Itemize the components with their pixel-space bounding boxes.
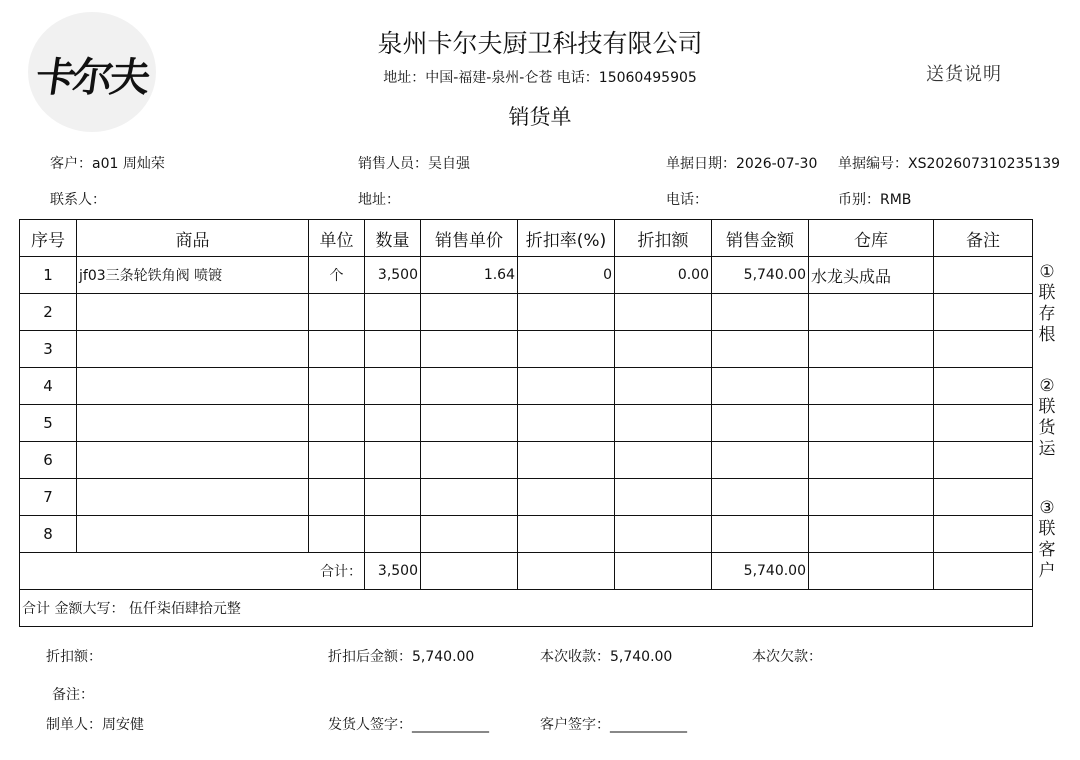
sales-amount-cell xyxy=(712,331,809,368)
warehouse-cell xyxy=(809,368,934,405)
document-maker: 制单人：周安健 xyxy=(46,717,144,733)
product-name-cell xyxy=(77,405,309,442)
company-address: 地址：中国-福建-泉州-仑苍 电话：15060495905 xyxy=(383,70,697,86)
quantity-cell xyxy=(365,294,421,331)
table-row xyxy=(20,368,1033,405)
discount-amount-cell xyxy=(615,516,712,553)
unit-cell xyxy=(309,331,365,368)
product-name-cell xyxy=(77,331,309,368)
row-index-cell: 3 xyxy=(20,331,77,368)
table-row xyxy=(20,516,1033,553)
sales-amount-cell xyxy=(712,479,809,516)
quantity-cell xyxy=(365,331,421,368)
discount-rate-cell xyxy=(518,405,615,442)
header-cell: 数量 xyxy=(365,220,421,257)
table-cell xyxy=(934,553,1033,590)
remark-cell xyxy=(934,368,1033,405)
remark-cell xyxy=(934,442,1033,479)
remark-cell xyxy=(934,331,1033,368)
warehouse-cell xyxy=(809,442,934,479)
header-cell: 仓库 xyxy=(809,220,934,257)
row-index-cell: 6 xyxy=(20,442,77,479)
row-index-cell: 1 xyxy=(20,257,77,294)
header-cell: 序号 xyxy=(20,220,77,257)
company-logo xyxy=(28,12,156,132)
unit-cell xyxy=(309,368,365,405)
unit-price-cell xyxy=(421,516,518,553)
header-cell: 销售单价 xyxy=(421,220,518,257)
document-date-field: 单据日期：2026-07-30 xyxy=(666,156,818,172)
company-name: 泉州卡尔夫厨卫科技有限公司 xyxy=(377,29,703,58)
unit-cell xyxy=(309,479,365,516)
sales-person-field: 销售人员：吴自强 xyxy=(358,156,470,172)
warehouse-cell xyxy=(809,405,934,442)
warehouse-cell: 水龙头成品 xyxy=(809,257,934,294)
discount-rate-cell xyxy=(518,368,615,405)
customer-signature: 客户签字：___________ xyxy=(540,717,687,733)
remark-cell xyxy=(934,516,1033,553)
phone-field: 电话： xyxy=(666,192,708,208)
unit-cell: 个 xyxy=(309,257,365,294)
product-name-cell: jf03三条轮铁角阀 喷镀 xyxy=(77,257,309,294)
sales-amount-cell xyxy=(712,294,809,331)
owed-amount: 本次欠款： xyxy=(752,649,822,665)
discount-amount-cell xyxy=(615,331,712,368)
table-row xyxy=(20,294,1033,331)
remark-label: 备注： xyxy=(52,687,94,703)
unit-price-cell xyxy=(421,405,518,442)
sales-amount-cell xyxy=(712,368,809,405)
product-name-cell xyxy=(77,442,309,479)
table-row xyxy=(20,405,1033,442)
discount-amount-cell: 0.00 xyxy=(615,257,712,294)
row-index-cell: 2 xyxy=(20,294,77,331)
received-amount: 本次收款：5,740.00 xyxy=(540,649,673,665)
table-cell xyxy=(421,553,518,590)
discount-rate-cell xyxy=(518,516,615,553)
contact-field: 联系人： xyxy=(50,192,106,208)
discount-rate-cell xyxy=(518,331,615,368)
discount-amount-cell xyxy=(615,294,712,331)
table-cell xyxy=(615,553,712,590)
amount-in-words: 合计 金额大写： 伍仟柒佰肆拾元整 xyxy=(20,590,1033,627)
sales-amount-cell: 5,740.00 xyxy=(712,257,809,294)
remark-cell xyxy=(934,479,1033,516)
unit-cell xyxy=(309,405,365,442)
warehouse-cell xyxy=(809,516,934,553)
unit-cell xyxy=(309,442,365,479)
table-row xyxy=(20,331,1033,368)
unit-price-cell xyxy=(421,368,518,405)
product-name-cell xyxy=(77,294,309,331)
address-field: 地址： xyxy=(358,192,400,208)
table-header-row xyxy=(20,220,1033,257)
delivery-note-link[interactable]: 送货说明 xyxy=(926,64,1002,85)
header-cell: 折扣额 xyxy=(615,220,712,257)
customer-field: 客户：a01 周灿荣 xyxy=(50,156,165,172)
table-cell xyxy=(809,553,934,590)
discount-label: 折扣额： xyxy=(46,649,102,665)
copy-stub-1: ①联存根 xyxy=(1038,262,1056,345)
quantity-cell xyxy=(365,442,421,479)
header-cell: 单位 xyxy=(309,220,365,257)
total-amount: 5,740.00 xyxy=(712,553,809,590)
copy-stub-3: ③联客户 xyxy=(1038,498,1056,581)
header-cell: 折扣率(%) xyxy=(518,220,615,257)
discount-rate-cell xyxy=(518,442,615,479)
after-discount-amount: 折扣后金额：5,740.00 xyxy=(328,649,475,665)
sales-amount-cell xyxy=(712,516,809,553)
unit-price-cell xyxy=(421,442,518,479)
header-cell: 商品 xyxy=(77,220,309,257)
row-index-cell: 5 xyxy=(20,405,77,442)
table-cell xyxy=(518,553,615,590)
quantity-cell xyxy=(365,368,421,405)
row-index-cell: 4 xyxy=(20,368,77,405)
remark-cell xyxy=(934,294,1033,331)
remark-cell xyxy=(934,257,1033,294)
amount-in-words-row xyxy=(20,590,1033,627)
total-label: 合计： xyxy=(20,553,365,590)
unit-cell xyxy=(309,294,365,331)
unit-price-cell: 1.64 xyxy=(421,257,518,294)
discount-rate-cell: 0 xyxy=(518,257,615,294)
header-cell: 备注 xyxy=(934,220,1033,257)
sales-amount-cell xyxy=(712,442,809,479)
copy-stub-2: ②联货运 xyxy=(1038,376,1056,459)
unit-price-cell xyxy=(421,331,518,368)
total-row xyxy=(20,553,1033,590)
quantity-cell xyxy=(365,479,421,516)
quantity-cell: 3,500 xyxy=(365,257,421,294)
discount-amount-cell xyxy=(615,368,712,405)
warehouse-cell xyxy=(809,294,934,331)
discount-amount-cell xyxy=(615,479,712,516)
table-row xyxy=(20,442,1033,479)
warehouse-cell xyxy=(809,479,934,516)
product-name-cell xyxy=(77,368,309,405)
row-index-cell: 8 xyxy=(20,516,77,553)
unit-cell xyxy=(309,516,365,553)
document-title: 销货单 xyxy=(508,105,572,129)
unit-price-cell xyxy=(421,479,518,516)
shipper-signature: 发货人签字：___________ xyxy=(328,717,489,733)
discount-rate-cell xyxy=(518,294,615,331)
document-number-field: 单据编号：XS202607310235139 xyxy=(838,156,1061,172)
quantity-cell xyxy=(365,405,421,442)
logo-text: 卡尔夫 xyxy=(32,54,151,101)
discount-rate-cell xyxy=(518,479,615,516)
remark-cell xyxy=(934,405,1033,442)
product-name-cell xyxy=(77,479,309,516)
discount-amount-cell xyxy=(615,405,712,442)
warehouse-cell xyxy=(809,331,934,368)
sales-amount-cell xyxy=(712,405,809,442)
discount-amount-cell xyxy=(615,442,712,479)
currency-field: 币别：RMB xyxy=(838,192,912,208)
table-row xyxy=(20,257,1033,294)
unit-price-cell xyxy=(421,294,518,331)
total-quantity: 3,500 xyxy=(365,553,421,590)
header-cell: 销售金额 xyxy=(712,220,809,257)
quantity-cell xyxy=(365,516,421,553)
sales-table xyxy=(19,219,1033,627)
table-row xyxy=(20,479,1033,516)
row-index-cell: 7 xyxy=(20,479,77,516)
product-name-cell xyxy=(77,516,309,553)
